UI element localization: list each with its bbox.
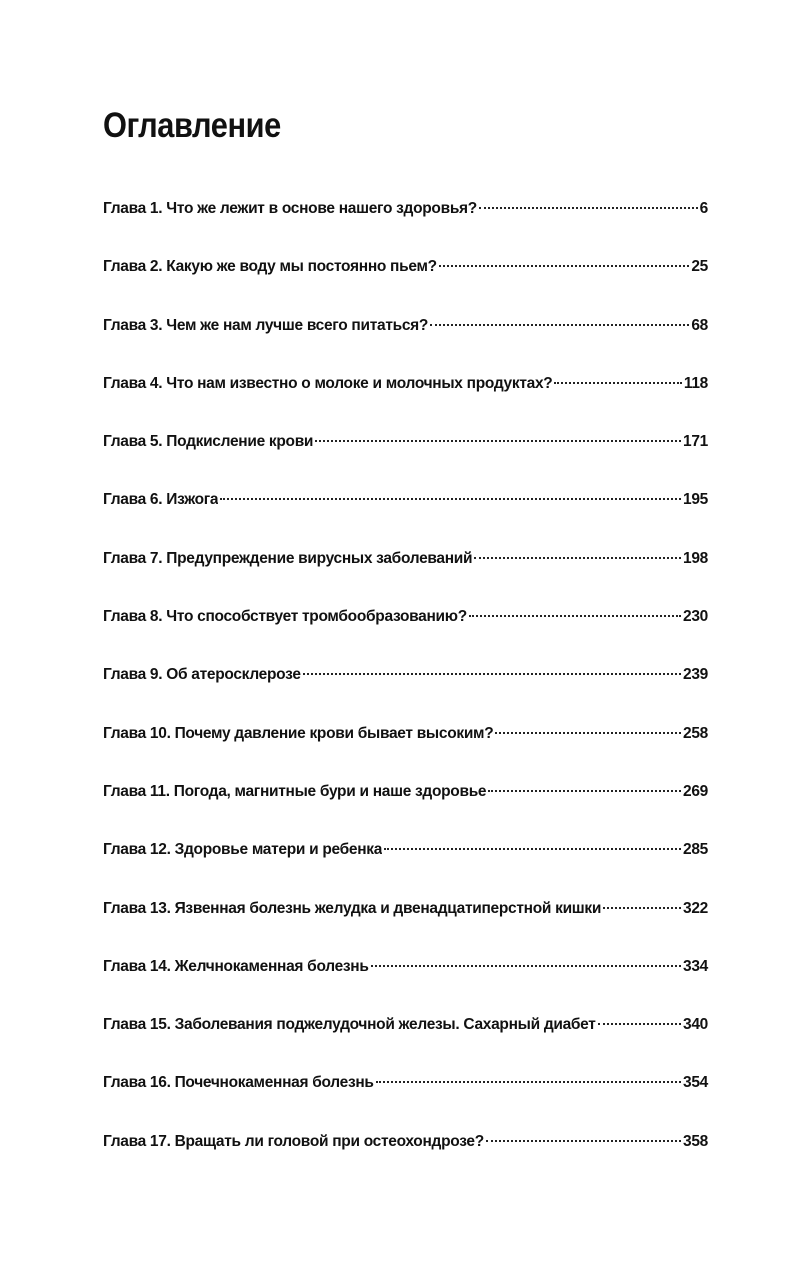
- page-number: 118: [683, 374, 708, 392]
- page-number: 6: [699, 200, 708, 217]
- chapter-title: Глава 5. Подкисление крови: [103, 433, 314, 451]
- chapter-title: Глава 16. Почечнокаменная болезнь: [103, 1074, 374, 1092]
- toc-entry-6: [103, 491, 708, 549]
- chapter-title: Глава 8. Что способствует тромбообразованию?: [103, 608, 467, 626]
- dot-leader: [554, 382, 681, 384]
- page-number: 358: [683, 1132, 708, 1150]
- chapter-title: Глава 10. Почему давление крови бывает высоким?: [103, 724, 494, 742]
- chapter-title: Глава 6. Изжога: [103, 491, 219, 509]
- dot-leader: [384, 848, 681, 850]
- page-number: 285: [683, 841, 708, 859]
- table-of-contents: [103, 200, 708, 1191]
- dot-leader: [371, 965, 681, 967]
- toc-entry-3: [103, 317, 708, 375]
- page-number: 354: [683, 1074, 708, 1092]
- dot-leader: [598, 1023, 681, 1025]
- chapter-title: Глава 9. Об атеросклерозе: [103, 666, 301, 684]
- page-title: Оглавление: [103, 106, 281, 145]
- toc-entry-11: [103, 783, 708, 841]
- dot-leader: [486, 1140, 681, 1142]
- chapter-title: Глава 1. Что же лежит в основе нашего здоровья?: [103, 200, 477, 217]
- dot-leader: [430, 324, 689, 326]
- dot-leader: [315, 440, 681, 442]
- dot-leader: [303, 673, 681, 675]
- dot-leader: [469, 615, 681, 617]
- page-number: 68: [691, 316, 708, 334]
- chapter-title: Глава 4. Что нам известно о молоке и молочных продуктах?: [103, 374, 553, 392]
- toc-entry-16: [103, 1074, 708, 1132]
- toc-entry-7: [103, 550, 708, 608]
- page-number: 230: [683, 608, 708, 626]
- dot-leader: [376, 1081, 681, 1083]
- toc-entry-10: [103, 725, 708, 783]
- toc-entry-2: [103, 258, 708, 316]
- toc-entry-12: [103, 841, 708, 899]
- toc-entry-14: [103, 958, 708, 1016]
- toc-entry-13: [103, 900, 708, 958]
- toc-entry-4: [103, 375, 708, 433]
- chapter-title: Глава 11. Погода, магнитные бури и наше здоровье: [103, 782, 487, 800]
- page-number: 171: [683, 433, 708, 451]
- dot-leader: [220, 498, 681, 500]
- page-number: 198: [683, 549, 708, 567]
- chapter-title: Глава 14. Желчнокаменная болезнь: [103, 957, 369, 975]
- dot-leader: [603, 907, 681, 909]
- page-number: 334: [683, 957, 708, 975]
- page-number: 322: [683, 899, 708, 917]
- chapter-title: Глава 2. Какую же воду мы постоянно пьем?: [103, 258, 437, 276]
- chapter-title: Глава 12. Здоровье матери и ребенка: [103, 841, 383, 859]
- toc-entry-8: [103, 608, 708, 666]
- page-number: 269: [683, 782, 708, 800]
- toc-entry-17: [103, 1133, 708, 1191]
- toc-entry-5: [103, 433, 708, 491]
- chapter-title: Глава 3. Чем же нам лучше всего питаться?: [103, 316, 429, 334]
- chapter-title: Глава 15. Заболевания поджелудочной железы. Сахарный диабет: [103, 1016, 596, 1034]
- chapter-title: Глава 7. Предупреждение вирусных заболеваний: [103, 549, 473, 567]
- dot-leader: [488, 790, 681, 792]
- page-number: 340: [683, 1016, 708, 1034]
- page-number: 25: [691, 258, 708, 276]
- dot-leader: [495, 732, 681, 734]
- page-number: 195: [683, 491, 708, 509]
- page-number: 239: [683, 666, 708, 684]
- chapter-title: Глава 17. Вращать ли головой при остеохондрозе?: [103, 1132, 484, 1150]
- dot-leader: [479, 207, 698, 209]
- page-number: 258: [683, 724, 708, 742]
- chapter-title: Глава 13. Язвенная болезнь желудка и двенадцатиперстной кишки: [103, 899, 602, 917]
- dot-leader: [439, 265, 690, 267]
- toc-entry-1: [103, 200, 708, 258]
- dot-leader: [474, 557, 681, 559]
- toc-entry-15: [103, 1016, 708, 1074]
- toc-entry-9: [103, 666, 708, 724]
